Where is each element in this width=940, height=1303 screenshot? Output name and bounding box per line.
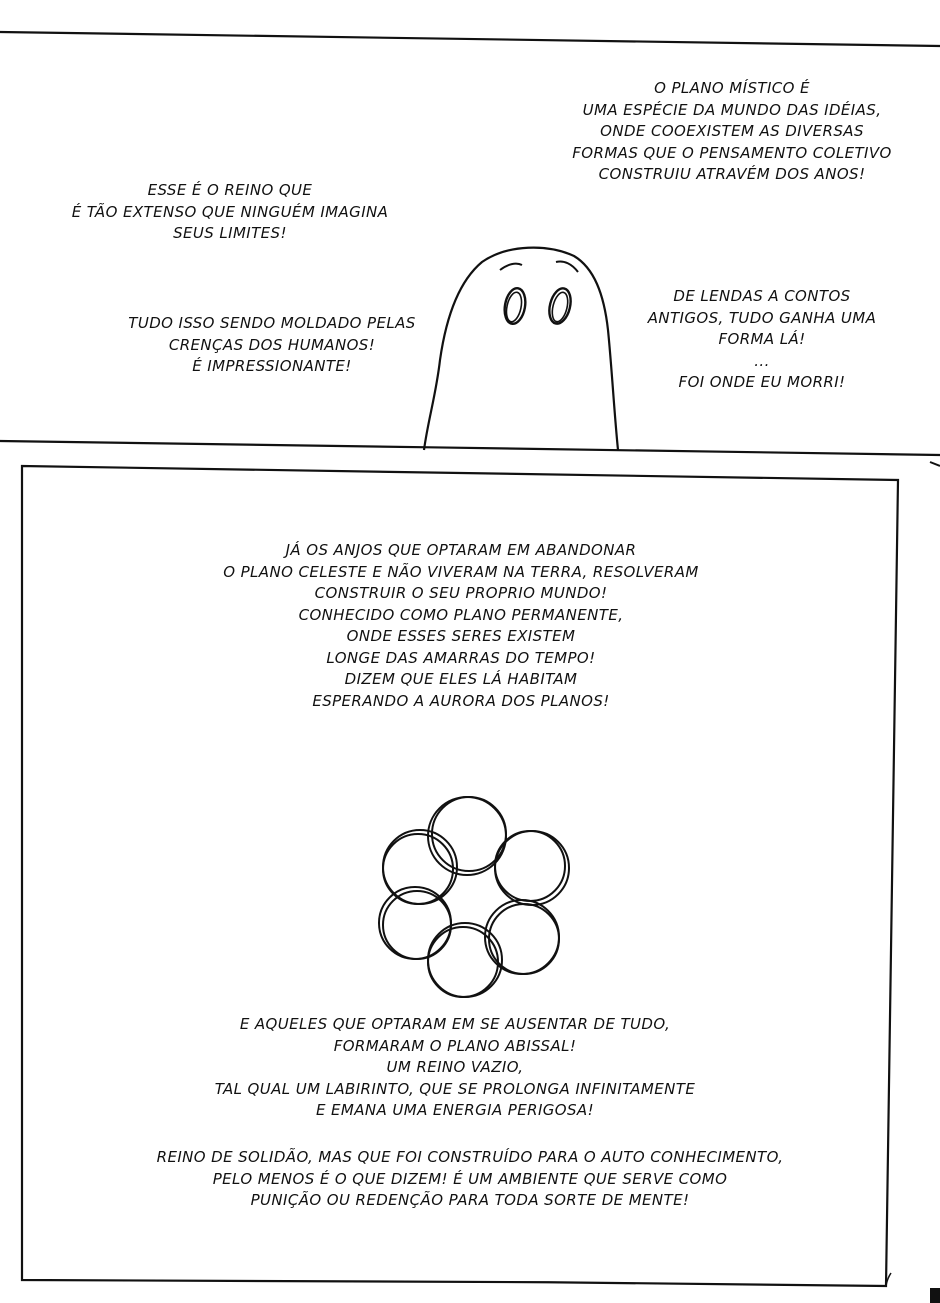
caption-line: SEUS LIMITES!: [173, 224, 287, 242]
caption-line: CONHECIDO COMO PLANO PERMANENTE,: [298, 605, 624, 624]
caption-line: É IMPRESSIONANTE!: [192, 357, 352, 375]
caption-line: REINO DE SOLIDÃO, MAS QUE FOI CONSTRUÍDO PARA O AUTO CONHECIMENTO,: [156, 1148, 784, 1166]
caption-line: E EMANA UMA ENERGIA PERIGOSA!: [316, 1101, 594, 1119]
caption-line: PELO MENOS É O QUE DIZEM! É UM AMBIENTE QUE SERVE COMO: [212, 1169, 728, 1188]
caption-line: FORMARAM O PLANO ABISSAL!: [333, 1036, 577, 1055]
caption-legends: [612, 286, 912, 394]
caption-abyssal-plane: [155, 1014, 755, 1122]
caption-mystic-plane: [522, 78, 940, 186]
caption-line: O PLANO CELESTE E NÃO VIVERAM NA TERRA, RESOLVERAM: [223, 562, 699, 581]
top-panel-border-bottom: [0, 441, 940, 455]
caption-kingdom: [30, 180, 430, 245]
caption-line: E AQUELES QUE OPTARAM EM SE AUSENTAR DE TUDO,: [239, 1015, 671, 1033]
top-panel-border-top: [0, 32, 940, 46]
caption-line: LONGE DAS AMARRAS DO TEMPO!: [326, 648, 596, 667]
caption-line: ANTIGOS, TUDO GANHA UMA: [647, 308, 877, 327]
caption-line: TAL QUAL UM LABIRINTO, QUE SE PROLONGA INFINITAMENTE: [214, 1079, 696, 1098]
caption-line: DIZEM QUE ELES LÁ HABITAM: [344, 670, 578, 688]
caption-line: UMA ESPÉCIE DA MUNDO DAS IDÉIAS,: [582, 100, 882, 119]
caption-line: FORMA LÁ!: [718, 330, 806, 348]
caption-line: ...: [754, 351, 770, 370]
caption-line: FORMAS QUE O PENSAMENTO COLETIVO: [572, 143, 892, 162]
caption-line: CRENÇAS DOS HUMANOS!: [168, 335, 376, 354]
caption-beliefs: [72, 313, 472, 378]
caption-line: UM REINO VAZIO,: [386, 1058, 524, 1076]
caption-line: PUNIÇÃO OU REDENÇÃO PARA TODA SORTE DE MENTE!: [250, 1191, 690, 1209]
caption-permanent-plane: [161, 540, 761, 712]
caption-line: ONDE COOEXISTEM AS DIVERSAS: [600, 122, 864, 140]
caption-line: TUDO ISSO SENDO MOLDADO PELAS: [128, 314, 416, 332]
caption-line: O PLANO MÍSTICO É: [654, 79, 810, 97]
caption-line: É TÃO EXTENSO QUE NINGUÉM IMAGINA: [71, 202, 389, 221]
six-ring-circle-symbol-icon: [379, 797, 569, 997]
caption-solitude: [110, 1147, 830, 1212]
caption-line: ONDE ESSES SERES EXISTEM: [346, 627, 576, 645]
caption-line: CONSTRUIU ATRAVÉM DOS ANOS!: [598, 165, 866, 183]
caption-line: ESPERANDO A AURORA DOS PLANOS!: [312, 691, 610, 710]
caption-line: CONSTRUIR O SEU PROPRIO MUNDO!: [314, 584, 608, 602]
page-corner-mark: [930, 1288, 940, 1303]
caption-line: JÁ OS ANJOS QUE OPTARAM EM ABANDONAR: [285, 541, 637, 559]
page-edge-mark: [930, 462, 940, 466]
caption-line: DE LENDAS A CONTOS: [673, 287, 851, 305]
caption-line: ESSE É O REINO QUE: [147, 181, 313, 199]
caption-line: FOI ONDE EU MORRI!: [678, 373, 846, 391]
